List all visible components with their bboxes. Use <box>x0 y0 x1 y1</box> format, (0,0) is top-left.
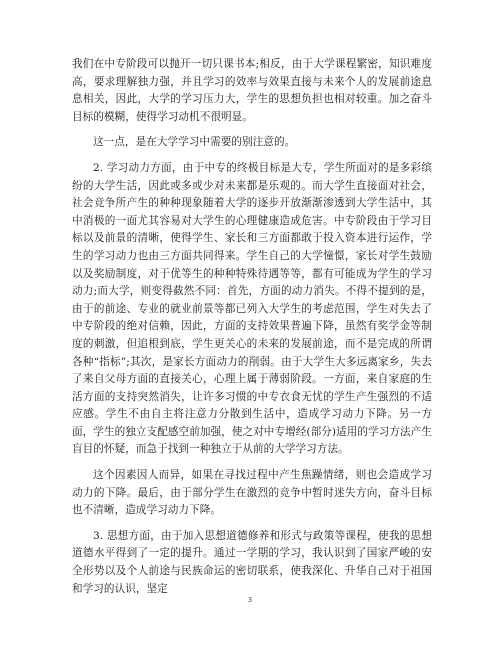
paragraph: 3. 思想方面，由于加入思想道德修养和形式与政策等课程，使我的思想道德水平得到了一定的提升。通过一学期的学习，我认识到了国家严峻的安全形势以及个人前途与民族命运的密切联系，使我深化、升华自己对于祖国和学习的认识，坚定 <box>72 529 432 595</box>
paragraph: 这一点，是在大学学习中需要的别注意的。 <box>93 136 296 149</box>
body-text <box>72 56 432 598</box>
paragraph: 这个因素因人而异，如果在寻找过程中产生焦躁情绪，则也会造成学习动力的下降。最后，由于部分学生在激烈的竞争中暂时迷失方向，奋斗目标也不清晰，造成学习动力下降。 <box>72 469 432 517</box>
paragraph: 2. 学习动力方面，由于中专的终极目标是大专，学生所面对的是多彩缤纷的大学生活，因此或多或少对未来都是乐观的。而大学生直接面对社会，社会竞争所产生的种种现象随着大学的逐步开放渐渐渗透到大学生活中，其中消极的一面尤其容易对大学生的心理健康造成危害。中专阶段由于学习目标以及前景的清晰，使得学生、家长和三方面都敢于投入资本进行运作，学生的学习动力也由三方面共同得来。学生自己的大学憧憬，家长对学生鼓励以及奖励制度，对于优等生的种种特殊待遇等等，都有可能成为学生的学习动力;而大学，则变得截然不同：首先，方面的动力消失。不得不提到的是，由于的前途、专业的就业前景等都已列入大学生的考虑范围，学生对失去了中专阶段的绝对信赖，因此，方面的支持效果普遍下降，虽然有奖学金等制度的刺激，但追根到底，学生更关心的未来的发展前途，而不是完成的所谓各种“指标”;其次，是家长方面动力的削弱。由于大学生大多远离家乡，失去了来自父母方面的直接关心，心理上属于薄弱阶段。一方面，来自家庭的生活方面的支持突然消失，让许多习惯的中专衣食无忧的学生产生强烈的不适应感。学生不由自主将注意力分散到生活中，造成学习动力下降。另一方面，学生的独立支配感空前加强，使之对中专增经(部分)适用的学习方法产生盲目的怀疑，而急于找到一种独立于从前的大学学习方法。 <box>72 161 432 456</box>
paragraph: 我们在中专阶段可以抛开一切只课书本;相反，由于大学课程繁密，知识难度高，要求理解独力强，并且学习的效率与效果直接与未来个人的发展前途息息相关，因此，大学的学习压力大，学生的思想负担也相对较重。加之奋斗目标的模糊，使得学习动机不很明显。 <box>72 58 432 123</box>
page-number: 3 <box>247 596 253 604</box>
